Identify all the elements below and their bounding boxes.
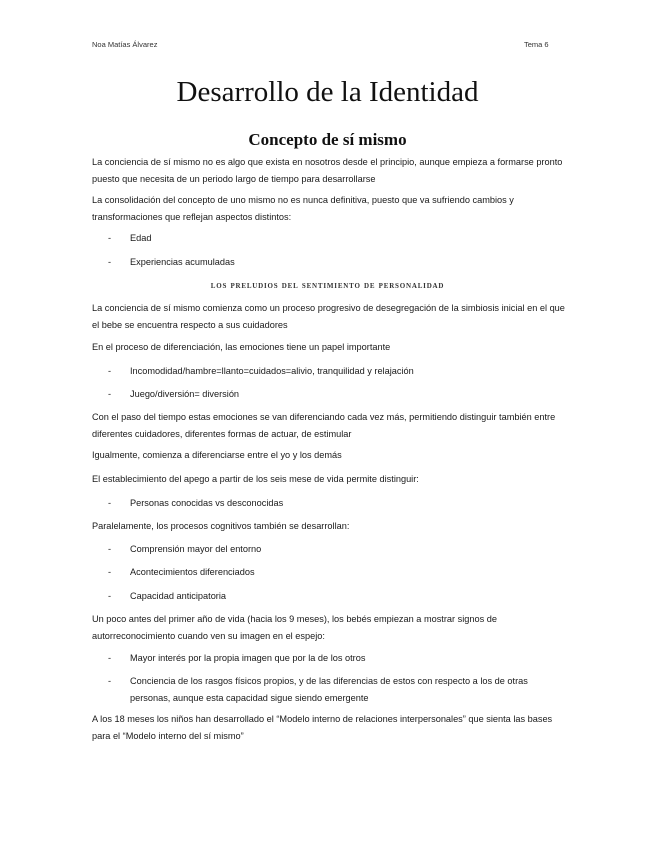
paragraph-1 [92, 154, 572, 187]
paragraph-text: Igualmente, comienza a diferenciarse entre el yo y los demás [92, 450, 342, 460]
list-item-text: Incomodidad/hambre=llanto=cuidados=alivio, tranquilidad y relajación [130, 366, 414, 376]
list-item-text: Comprensión mayor del entorno [130, 544, 262, 554]
paragraph-8 [92, 518, 572, 535]
paragraph-text: Paralelamente, los procesos cognitivos también se desarrollan: [92, 521, 350, 531]
paragraph-2 [92, 192, 572, 225]
header-topic: Tema 6 [524, 40, 549, 49]
bullet-dash: - [108, 498, 112, 508]
paragraph-3 [92, 300, 572, 333]
bullet-dash: - [108, 567, 112, 577]
paragraph-text: La conciencia de sí mismo no es algo que exista en nosotros desde el principio, aunque empieza a formarse pronto puesto que necesita de un periodo largo de tiempo para desarrollarse [92, 157, 563, 184]
paragraph-9 [92, 611, 572, 644]
section-subtitle: Concepto de sí mismo [248, 130, 407, 149]
page-title: Desarrollo de la Identidad [176, 76, 479, 108]
paragraph-6 [92, 447, 572, 464]
paragraph-7 [92, 471, 572, 488]
paragraph-text: Un poco antes del primer año de vida (hacia los 9 meses), los bebés empiezan a mostrar signos de autorreconocimiento cuando ven su imagen en el espejo: [92, 614, 497, 641]
section-heading: los preludios del sentimiento de personalidad [210, 280, 445, 291]
list-item-text: Experiencias acumuladas [130, 257, 235, 267]
paragraph-10 [92, 711, 572, 744]
list-item-text: Conciencia de los rasgos físicos propios, y de las diferencias de estos con respecto a los de otras personas, aunque esta capacidad sigue siendo emergente [130, 676, 528, 703]
paragraph-text: El establecimiento del apego a partir de los seis mese de vida permite distinguir: [92, 474, 419, 484]
list-item-text: Acontecimientos diferenciados [130, 567, 255, 577]
list-item-text: Edad [130, 233, 152, 243]
paragraph-text: Con el paso del tiempo estas emociones se van diferenciando cada vez más, permitiendo distinguir también entre diferentes cuidadores, diferentes formas de actuar, de estimular [92, 412, 556, 439]
bullet-dash: - [108, 676, 112, 686]
bullet-dash: - [108, 544, 112, 554]
list-item-text: Personas conocidas vs desconocidas [130, 498, 284, 508]
paragraph-text: A los 18 meses los niños han desarrollado el “Modelo interno de relaciones interpersonales” que sienta las bases para el “Modelo interno del sí mismo” [92, 714, 553, 741]
paragraph-text: En el proceso de diferenciación, las emociones tiene un papel importante [92, 342, 391, 352]
bullet-dash: - [108, 653, 112, 663]
header-author: Noa Matías Álvarez [92, 40, 158, 49]
list-item-text: Mayor interés por la propia imagen que por la de los otros [130, 653, 366, 663]
paragraph-text: La conciencia de sí mismo comienza como un proceso progresivo de desegregación de la simbiosis inicial en el que el bebe se encuentra respecto a sus cuidadores [92, 303, 565, 330]
bullet-dash: - [108, 257, 112, 267]
bullet-dash: - [108, 591, 112, 601]
bullet-dash: - [108, 389, 112, 399]
paragraph-text: La consolidación del concepto de uno mismo no es nunca definitiva, puesto que va sufriendo cambios y transformaciones que reflejan aspectos distintos: [92, 195, 514, 222]
paragraph-5 [92, 409, 572, 442]
list-item-text: Capacidad anticipatoria [130, 591, 227, 601]
bullet-dash: - [108, 233, 112, 243]
bullet-dash: - [108, 366, 112, 376]
list-item-text: Juego/diversión= diversión [130, 389, 240, 399]
paragraph-4 [92, 339, 572, 356]
